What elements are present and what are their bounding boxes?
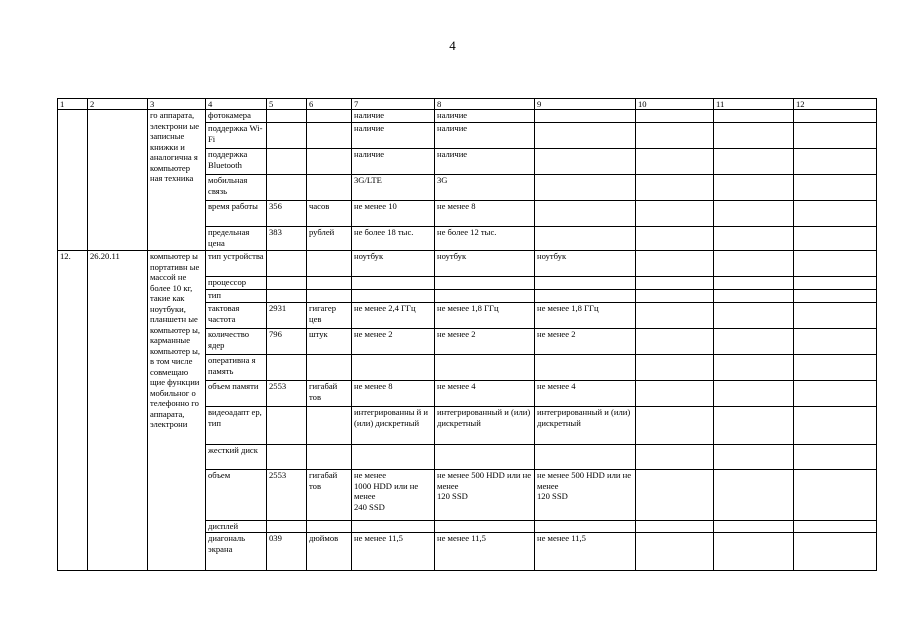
empty-cell [714,381,794,407]
empty-cell [794,251,877,277]
code-cell [267,123,307,149]
unit-cell: гигабай тов [307,381,352,407]
empty-cell [714,277,794,290]
value-cell: не менее 1,8 ГГц [535,303,636,329]
code-cell: 2931 [267,303,307,329]
code-cell: 356 [267,201,307,227]
value-cell [435,521,535,533]
value-cell: наличие [352,110,435,123]
value-cell: не менее 11,5 [535,533,636,571]
column-header: 6 [307,99,352,110]
column-header: 11 [714,99,794,110]
empty-cell [636,110,714,123]
value-cell: не менее 500 HDD или не менее 120 SSD [435,470,535,521]
empty-cell [714,290,794,303]
empty-cell [794,470,877,521]
specification-table [57,98,877,571]
value-cell: ноутбук [352,251,435,277]
unit-cell [307,277,352,290]
value-cell [435,355,535,381]
row-number-cell: 12. [58,251,88,571]
empty-cell [794,277,877,290]
unit-cell: гигагер цев [307,303,352,329]
value-cell: не менее 4 [435,381,535,407]
value-cell: не менее 8 [435,201,535,227]
code-cell: 2553 [267,381,307,407]
column-header: 7 [352,99,435,110]
code-cell [267,149,307,175]
code-cell: 796 [267,329,307,355]
empty-cell [636,290,714,303]
characteristic-cell: количество ядер [206,329,267,355]
column-header: 4 [206,99,267,110]
empty-cell [714,201,794,227]
empty-cell [794,175,877,201]
value-cell [435,445,535,470]
empty-cell [636,521,714,533]
code-cell: 383 [267,227,307,251]
empty-cell [794,201,877,227]
value-cell [435,290,535,303]
value-cell [352,277,435,290]
characteristic-cell: видеоадапт ер, тип [206,407,267,445]
characteristic-cell: процессор [206,277,267,290]
value-cell [535,227,636,251]
row-number-cell [58,110,88,251]
value-cell: не менее 2 [535,329,636,355]
value-cell [535,277,636,290]
empty-cell [636,123,714,149]
characteristic-cell: объем [206,470,267,521]
characteristic-cell: диагональ экрана [206,533,267,571]
column-header: 10 [636,99,714,110]
table-row [58,110,877,123]
value-cell [535,175,636,201]
value-cell [352,521,435,533]
characteristic-cell: время работы [206,201,267,227]
unit-cell [307,407,352,445]
column-header: 8 [435,99,535,110]
empty-cell [794,381,877,407]
empty-cell [636,533,714,571]
empty-cell [636,407,714,445]
page-number: 4 [449,38,456,53]
unit-cell [307,149,352,175]
empty-cell [794,355,877,381]
product-description-cell: го аппарата, электрони ые записные книжки и аналогична я компьютер ная техника [148,110,206,251]
value-cell [535,201,636,227]
value-cell: не менее 10 [352,201,435,227]
code-cell: 2553 [267,470,307,521]
empty-cell [794,533,877,571]
characteristic-cell: оперативна я память [206,355,267,381]
value-cell [535,521,636,533]
code-cell [267,110,307,123]
value-cell: ноутбук [435,251,535,277]
empty-cell [636,175,714,201]
unit-cell [307,251,352,277]
empty-cell [714,123,794,149]
value-cell: не более 18 тыс. [352,227,435,251]
value-cell: наличие [435,110,535,123]
value-cell [535,355,636,381]
value-cell: 3G [435,175,535,201]
value-cell: наличие [352,149,435,175]
empty-cell [794,329,877,355]
value-cell: не менее 2,4 ГГц [352,303,435,329]
empty-cell [714,470,794,521]
code-cell [267,521,307,533]
value-cell: ноутбук [535,251,636,277]
column-header: 12 [794,99,877,110]
code-cell [267,251,307,277]
empty-cell [714,355,794,381]
unit-cell [307,355,352,381]
unit-cell [307,521,352,533]
empty-cell [636,381,714,407]
code-cell [267,355,307,381]
unit-cell [307,290,352,303]
value-cell: интегрированны й и (или) дискретный [352,407,435,445]
value-cell: наличие [435,123,535,149]
empty-cell [794,290,877,303]
unit-cell [307,110,352,123]
value-cell [352,355,435,381]
unit-cell: дюймов [307,533,352,571]
characteristic-cell: тип [206,290,267,303]
value-cell: интегрированный и (или) дискретный [435,407,535,445]
value-cell [435,277,535,290]
empty-cell [714,533,794,571]
value-cell [535,290,636,303]
value-cell: 3G/LTE [352,175,435,201]
empty-cell [636,303,714,329]
empty-cell [794,303,877,329]
empty-cell [714,149,794,175]
empty-cell [794,227,877,251]
code-cell [267,175,307,201]
value-cell: наличие [352,123,435,149]
unit-cell [307,175,352,201]
value-cell: не менее 2 [435,329,535,355]
empty-cell [636,445,714,470]
value-cell: не менее 1000 HDD или не менее 240 SSD [352,470,435,521]
value-cell: не менее 11,5 [352,533,435,571]
column-header: 2 [88,99,148,110]
empty-cell [714,407,794,445]
empty-cell [714,329,794,355]
value-cell [352,445,435,470]
unit-cell: штук [307,329,352,355]
empty-cell [636,227,714,251]
characteristic-cell: поддержка Wi-Fi [206,123,267,149]
code-cell [267,407,307,445]
unit-cell: гигабай тов [307,470,352,521]
characteristic-cell: фотокамера [206,110,267,123]
empty-cell [794,445,877,470]
code-cell [267,445,307,470]
empty-cell [636,329,714,355]
empty-cell [714,110,794,123]
empty-cell [636,355,714,381]
code-cell: 039 [267,533,307,571]
characteristic-cell: предельная цена [206,227,267,251]
empty-cell [636,149,714,175]
value-cell: не менее 11,5 [435,533,535,571]
value-cell: не менее 500 HDD или не менее 120 SSD [535,470,636,521]
code-cell [267,277,307,290]
okpd-code-cell: 26.20.11 [88,251,148,571]
column-header: 5 [267,99,307,110]
empty-cell [714,175,794,201]
empty-cell [636,251,714,277]
empty-cell [714,303,794,329]
characteristic-cell: поддержка Bluetooth [206,149,267,175]
value-cell: не менее 8 [352,381,435,407]
column-header: 3 [148,99,206,110]
empty-cell [794,407,877,445]
value-cell [535,110,636,123]
unit-cell [307,445,352,470]
product-description-cell: компьютер ы портативн ые массой не более 10 кг, такие как ноутбуки, планшетн ые компьютер ы, карманные компьютер ы, в том числе совмещаю щие функции мобильног о телефонно го аппарата, электрони [148,251,206,571]
table-row [58,251,877,277]
value-cell: не менее 1,8 ГГц [435,303,535,329]
code-cell [267,290,307,303]
value-cell [535,149,636,175]
value-cell: не менее 4 [535,381,636,407]
column-header: 1 [58,99,88,110]
unit-cell [307,123,352,149]
value-cell: интегрированный и (или) дискретный [535,407,636,445]
characteristic-cell: дисплей [206,521,267,533]
empty-cell [636,277,714,290]
value-cell: наличие [435,149,535,175]
empty-cell [714,445,794,470]
value-cell [535,123,636,149]
header-row [58,99,877,110]
empty-cell [794,149,877,175]
empty-cell [636,201,714,227]
value-cell: не более 12 тыс. [435,227,535,251]
empty-cell [636,470,714,521]
value-cell [352,290,435,303]
characteristic-cell: жесткий диск [206,445,267,470]
column-header: 9 [535,99,636,110]
characteristic-cell: тактовая частота [206,303,267,329]
value-cell [535,445,636,470]
characteristic-cell: тип устройства [206,251,267,277]
unit-cell: рублей [307,227,352,251]
empty-cell [714,227,794,251]
characteristic-cell: мобильная связь [206,175,267,201]
empty-cell [794,123,877,149]
empty-cell [794,110,877,123]
value-cell: не менее 2 [352,329,435,355]
empty-cell [794,521,877,533]
unit-cell: часов [307,201,352,227]
characteristic-cell: объем памяти [206,381,267,407]
okpd-code-cell [88,110,148,251]
empty-cell [714,251,794,277]
empty-cell [714,521,794,533]
